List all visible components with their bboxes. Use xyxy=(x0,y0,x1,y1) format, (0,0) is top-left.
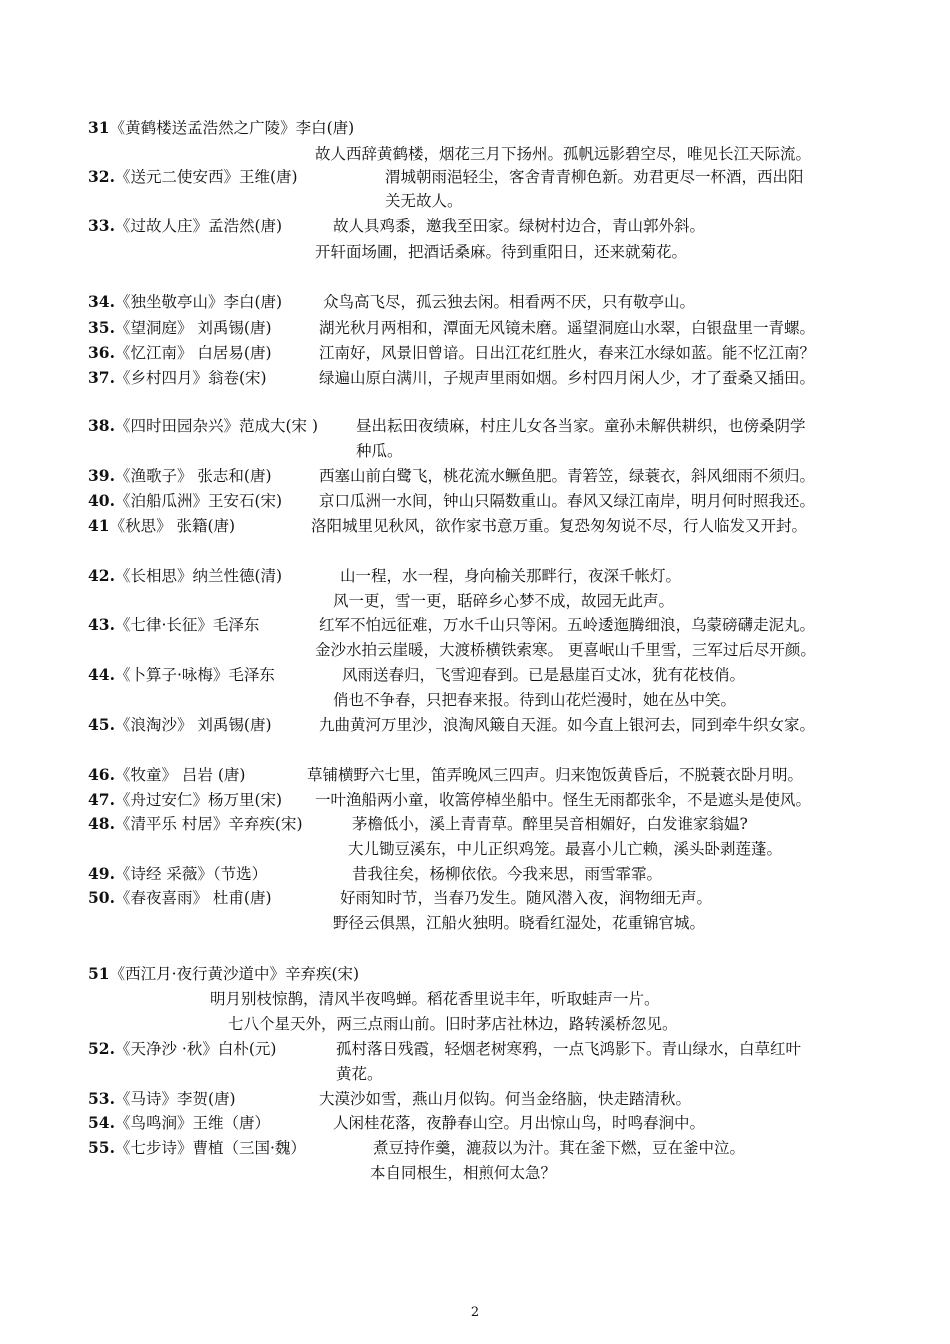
poem-37-header xyxy=(88,368,267,388)
poem-44-line-1: 风雨送春归，飞雪迎春到。已是悬崖百丈冰，犹有花枝俏。 xyxy=(342,666,746,684)
poem-title: 《望洞庭》 刘禹锡(唐) xyxy=(114,319,272,337)
poem-title: 《天净沙 ·秋》白朴(元) xyxy=(114,1040,277,1058)
poem-title: 《忆江南》 白居易(唐) xyxy=(114,344,272,362)
poem-number: 40. xyxy=(88,491,115,510)
poem-title: 《卜算子·咏梅》毛泽东 xyxy=(114,666,275,684)
poem-48-header xyxy=(88,814,303,834)
poem-48-line-1: 茅檐低小，溪上青青草。醉里吴音相媚好，白发谁家翁媪? xyxy=(352,815,748,833)
poem-title: 《黄鹤楼送孟浩然之广陵》李白(唐) xyxy=(109,119,355,137)
poem-50-line-1: 好雨知时节，当春乃发生。随风潜入夜，润物细无声。 xyxy=(340,889,713,907)
poem-52-line-1: 孤村落日残霞，轻烟老树寒鸦，一点飞鸿影下。青山绿水，白草红叶 xyxy=(336,1040,802,1058)
poem-33-line-1: 故人具鸡黍，邀我至田家。绿树村边合，青山郭外斜。 xyxy=(333,217,706,235)
poem-36-header xyxy=(88,343,272,363)
poem-37-line-1: 绿遍山原白满川，子规声里雨如烟。乡村四月闲人少，才了蚕桑又插田。 xyxy=(319,369,816,387)
poem-number: 39. xyxy=(88,466,115,485)
poem-55-line-2: 本自同根生，相煎何太急？ xyxy=(370,1164,557,1182)
poem-42-header xyxy=(88,566,282,586)
poem-44-header xyxy=(88,665,275,685)
poem-39-line-1: 西塞山前白鹭飞，桃花流水鳜鱼肥。青箬笠，绿蓑衣，斜风细雨不须归。 xyxy=(319,467,816,485)
poem-43-line-1: 红军不怕远征难，万水千山只等闲。五岭逶迤腾细浪，乌蒙磅礴走泥丸。 xyxy=(319,616,816,634)
poem-number: 42. xyxy=(88,566,115,585)
poem-title: 《诗经 采薇》（节选） xyxy=(114,865,268,883)
poem-40-header xyxy=(88,491,282,511)
poem-49-line-1: 昔我往矣，杨柳依依。今我来思，雨雪霏霏。 xyxy=(352,865,663,883)
poem-42-line-2: 风一更，雪一更，聒碎乡心梦不成，故园无此声。 xyxy=(333,592,675,610)
poem-number: 48. xyxy=(88,814,115,833)
poem-number: 46. xyxy=(88,765,115,784)
poem-number: 50. xyxy=(88,888,115,907)
poem-number: 34. xyxy=(88,292,115,311)
poem-32-line-1: 渭城朝雨浥轻尘，客舍青青柳色新。劝君更尽一杯酒，西出阳 xyxy=(385,168,804,186)
poem-43-line-2: 金沙水拍云崖暖，大渡桥横铁索寒。 更喜岷山千里雪，三军过后尽开颜。 xyxy=(315,641,816,659)
poem-number: 52. xyxy=(88,1039,115,1058)
poem-46-line-1: 草铺横野六七里，笛弄晚风三四声。归来饱饭黄昏后，不脱蓑衣卧月明。 xyxy=(307,766,804,784)
poem-title: 《牧童》 吕岩 (唐) xyxy=(114,766,246,784)
poem-31-line-1: 故人西辞黄鹤楼，烟花三月下扬州。孤帆远影碧空尽，唯见长江天际流。 xyxy=(315,145,812,163)
poem-45-header xyxy=(88,715,272,735)
poem-number: 37. xyxy=(88,368,115,387)
poem-number: 49. xyxy=(88,864,115,883)
poem-38-line-1: 昼出耘田夜绩麻，村庄儿女各当家。童孙未解供耕织，也傍桑阴学 xyxy=(356,417,806,435)
poem-title: 《鸟鸣涧》王维（唐） xyxy=(114,1114,270,1132)
poem-title: 《七律·长征》毛泽东 xyxy=(114,616,260,634)
poem-55-header xyxy=(88,1138,306,1158)
poem-title: 《长相思》纳兰性德(清) xyxy=(114,567,283,585)
poem-title: 《乡村四月》翁卷(宋) xyxy=(114,369,267,387)
poem-title: 《四时田园杂兴》范成大(宋 ) xyxy=(114,417,318,435)
poem-title: 《马诗》李贺(唐) xyxy=(114,1090,236,1108)
poem-49-header xyxy=(88,864,267,884)
poem-number: 35. xyxy=(88,318,115,337)
poem-33-line-2: 开轩面场圃，把酒话桑麻。待到重阳日，还来就菊花。 xyxy=(315,243,688,261)
poem-title: 《清平乐 村居》辛弃疾(宋) xyxy=(114,815,303,833)
poem-33-header xyxy=(88,216,282,236)
poem-35-line-1: 湖光秋月两相和，潭面无风镜未磨。遥望洞庭山水翠，白银盘里一青螺。 xyxy=(319,319,816,337)
poem-title: 《过故人庄》孟浩然(唐) xyxy=(114,217,283,235)
poem-number: 55. xyxy=(88,1138,115,1157)
poem-title: 《送元二使安西》王维(唐) xyxy=(114,168,298,186)
poem-51-line-1: 明月别枝惊鹊，清风半夜鸣蝉。稻花香里说丰年，听取蛙声一片。 xyxy=(210,990,660,1008)
poem-31-header xyxy=(88,118,354,138)
poem-title: 《春夜喜雨》 杜甫(唐) xyxy=(114,889,272,907)
poem-32-line-2: 关无故人。 xyxy=(385,192,463,210)
poem-title: 《独坐敬亭山》李白(唐) xyxy=(114,293,283,311)
poem-38-header xyxy=(88,416,318,436)
poem-53-line-1: 大漠沙如雪，燕山月似钩。何当金络脑，快走踏清秋。 xyxy=(319,1090,692,1108)
poem-50-line-2: 野径云俱黑，江船火独明。晓看红湿处，花重锦官城。 xyxy=(333,914,706,932)
poem-32-header xyxy=(88,167,298,187)
poem-38-line-2: 种瓜。 xyxy=(356,442,403,460)
poem-34-line-1: 众鸟高飞尽，孤云独去闲。相看两不厌，只有敬亭山。 xyxy=(323,293,696,311)
poem-title: 《渔歌子》 张志和(唐) xyxy=(114,467,272,485)
poem-title: 《秋思》 张籍(唐) xyxy=(109,517,236,535)
page-number: 2 xyxy=(470,1305,480,1320)
poem-title: 《西江月·夜行黄沙道中》辛弃疾(宋) xyxy=(109,965,360,983)
poem-50-header xyxy=(88,888,272,908)
poem-51-line-2: 七八个星天外，两三点雨山前。旧时茅店社林边，路转溪桥忽见。 xyxy=(228,1015,678,1033)
poem-46-header xyxy=(88,765,245,785)
poem-54-line-1: 人闲桂花落，夜静春山空。月出惊山鸟，时鸣春涧中。 xyxy=(333,1114,706,1132)
poem-number: 36. xyxy=(88,343,115,362)
poem-52-line-2: 黄花。 xyxy=(336,1065,383,1083)
poem-number: 51 xyxy=(88,964,110,983)
poem-52-header xyxy=(88,1039,276,1059)
poem-42-line-1: 山一程，水一程，身向榆关那畔行，夜深千帐灯。 xyxy=(340,567,682,585)
poem-47-header xyxy=(88,790,282,810)
poem-number: 54. xyxy=(88,1113,115,1132)
poem-number: 47. xyxy=(88,790,115,809)
poem-47-line-1: 一叶渔船两小童，收篙停棹坐船中。怪生无雨都张伞，不是遮头是使风。 xyxy=(315,791,812,809)
poem-34-header xyxy=(88,292,282,312)
poem-35-header xyxy=(88,318,272,338)
poem-title: 《七步诗》曹植（三国·魏） xyxy=(114,1139,306,1157)
poem-number: 41 xyxy=(88,516,110,535)
poem-44-line-2: 俏也不争春，只把春来报。待到山花烂漫时，她在丛中笑。 xyxy=(333,691,737,709)
poem-41-header xyxy=(88,516,235,536)
poem-55-line-1: 煮豆持作羹，漉菽以为汁。萁在釜下燃，豆在釜中泣。 xyxy=(373,1139,746,1157)
poem-number: 38. xyxy=(88,416,115,435)
poem-43-header xyxy=(88,615,259,635)
poem-title: 《舟过安仁》杨万里(宋) xyxy=(114,791,283,809)
poem-36-line-1: 江南好，风景旧曾谙。日出江花红胜火，春来江水绿如蓝。能不忆江南？ xyxy=(319,344,816,362)
poem-51-header xyxy=(88,964,359,984)
poem-48-line-2: 大儿锄豆溪东，中儿正织鸡笼。最喜小儿亡赖，溪头卧剥莲蓬。 xyxy=(348,840,783,858)
poem-title: 《泊船瓜洲》王安石(宋) xyxy=(114,492,283,510)
poem-40-line-1: 京口瓜洲一水间，钟山只隔数重山。春风又绿江南岸，明月何时照我还。 xyxy=(319,492,816,510)
poem-number: 32. xyxy=(88,167,115,186)
poem-number: 44. xyxy=(88,665,115,684)
poem-number: 43. xyxy=(88,615,115,634)
poem-number: 33. xyxy=(88,216,115,235)
poem-39-header xyxy=(88,466,272,486)
poem-53-header xyxy=(88,1089,236,1109)
poem-number: 45. xyxy=(88,715,115,734)
poem-number: 53. xyxy=(88,1089,115,1108)
poem-45-line-1: 九曲黄河万里沙，浪淘风簸自天涯。如今直上银河去，同到牵牛织女家。 xyxy=(319,716,816,734)
poem-54-header xyxy=(88,1113,270,1133)
poem-number: 31 xyxy=(88,118,110,137)
poem-title: 《浪淘沙》 刘禹锡(唐) xyxy=(114,716,272,734)
poem-41-line-1: 洛阳城里见秋风，欲作家书意万重。复恐匆匆说不尽，行人临发又开封。 xyxy=(311,517,808,535)
